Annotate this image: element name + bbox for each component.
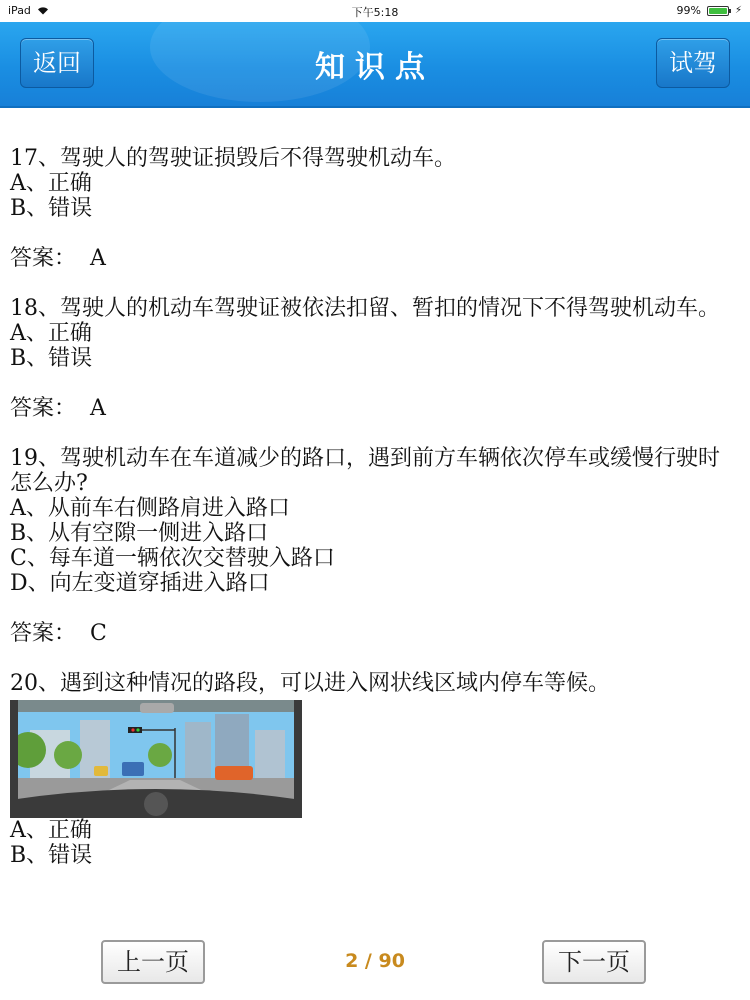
previous-page-button[interactable]: 上一页 (101, 940, 205, 984)
battery-level (709, 8, 727, 14)
option-a: A、正确 (10, 171, 92, 196)
question-text: 18、驾驶人的机动车驾驶证被依法扣留、暂扣的情况下不得驾驶机动车。 (10, 296, 720, 321)
device-label: iPad (8, 4, 31, 17)
option-a: A、从前车右侧路肩进入路口 (10, 496, 290, 521)
option-b: B、错误 (10, 196, 93, 221)
answer-value: A (90, 396, 106, 421)
answer-line (10, 396, 740, 421)
charging-icon: ⚡ (734, 5, 742, 16)
option-b: B、错误 (10, 346, 93, 371)
answer-line (10, 246, 740, 271)
option-b: B、从有空隙一侧进入路口 (10, 521, 269, 546)
next-page-button[interactable]: 下一页 (542, 940, 646, 984)
battery-percent: 99% (676, 4, 701, 17)
option-a: A、正确 (10, 818, 92, 843)
status-bar (0, 0, 750, 22)
answer-value: A (90, 246, 106, 271)
question-17 (10, 146, 740, 271)
answer-line (10, 621, 740, 646)
option-b: B、错误 (10, 843, 93, 868)
back-button[interactable]: 返回 (20, 38, 94, 88)
option-d: D、向左变道穿插进入路口 (10, 571, 270, 596)
answer-value: C (90, 621, 107, 646)
option-c: C、每车道一辆依次交替驶入路口 (10, 546, 335, 571)
page-indicator: 2 / 90 (345, 950, 405, 972)
answer-label: 答案： (10, 246, 77, 271)
question-text: 19、驾驶机动车在车道减少的路口，遇到前方车辆依次停车或缓慢行驶时怎么办? (10, 446, 720, 496)
battery-icon (707, 6, 729, 16)
answer-label: 答案： (10, 621, 77, 646)
test-drive-button[interactable]: 试驾 (656, 38, 730, 88)
page-title: 知识点 (315, 50, 435, 85)
question-19 (10, 446, 740, 646)
answer-label: 答案： (10, 396, 77, 421)
road-scene-image (10, 700, 302, 818)
option-a: A、正确 (10, 321, 92, 346)
question-text: 17、驾驶人的驾驶证损毁后不得驾驶机动车。 (10, 146, 456, 171)
question-20 (10, 671, 740, 868)
nav-bar (0, 22, 750, 108)
question-text: 20、遇到这种情况的路段，可以进入网状线区域内停车等候。 (10, 671, 610, 696)
status-time: 下午5:18 (351, 6, 399, 19)
question-18 (10, 296, 740, 421)
question-list (10, 146, 740, 893)
